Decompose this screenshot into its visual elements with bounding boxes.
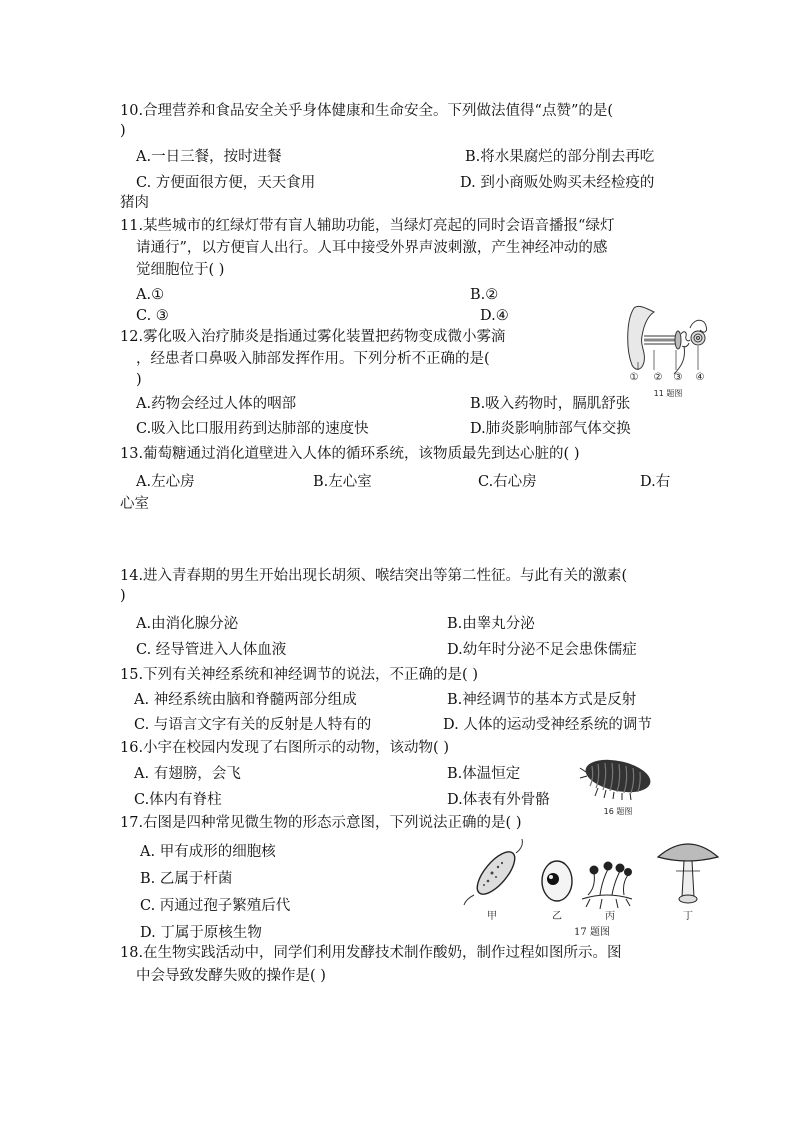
q12-stem-line3: ) <box>136 372 142 388</box>
microbe-label-bing: 丙 <box>605 911 615 922</box>
q11-option-d: D.④ <box>480 308 509 324</box>
q17-option-a: A. 甲有成形的细胞核 <box>140 844 276 860</box>
q11-option-c: C. ③ <box>136 308 169 324</box>
q11-option-b: B.② <box>470 287 499 303</box>
ear-figure-caption: 11 题图 <box>653 389 683 398</box>
ear-drawing <box>628 306 707 374</box>
q10-stem-line1: 10.合理营养和食品安全关乎身体健康和生命安全。下列做法值得“点赞”的是( <box>120 103 614 119</box>
q18-stem-line2: 中会导致发酵失败的操作是( ) <box>136 968 326 984</box>
microbe-label-jia: 甲 <box>487 911 497 922</box>
q12-option-d: D.肺炎影响肺部气体交换 <box>470 421 631 437</box>
pillbug-figure-caption: 16 题图 <box>603 807 633 816</box>
q10-option-a: A.一日三餐，按时进餐 <box>136 149 282 165</box>
q10-option-b: B.将水果腐烂的部分削去再吃 <box>465 149 655 165</box>
q13-option-c: C.右心房 <box>478 474 537 490</box>
q14-option-a: A.由消化腺分泌 <box>136 616 239 632</box>
q10-option-c: C. 方便面很方便，天天食用 <box>136 175 316 191</box>
q10-stem-line2: ) <box>120 123 126 139</box>
ear-label-4: ④ <box>695 372 705 383</box>
microbe-label-yi: 乙 <box>552 911 562 922</box>
q13-option-d-cont: 心室 <box>120 496 149 512</box>
q15-option-d: D. 人体的运动受神经系统的调节 <box>443 717 652 733</box>
q14-option-d: D.幼年时分泌不足会患侏儒症 <box>447 642 637 658</box>
q17-option-c: C. 丙通过孢子繁殖后代 <box>140 898 291 914</box>
microbe-yi-yeast <box>542 861 572 901</box>
q14-option-b: B.由睾丸分泌 <box>447 616 535 632</box>
q16-option-c: C.体内有脊柱 <box>134 792 222 808</box>
ear-figure <box>624 300 712 400</box>
q11-stem-line2: 请通行”，以方便盲人出行。人耳中接受外界声波刺激，产生神经冲动的感 <box>136 240 608 256</box>
pillbug-figure <box>578 748 658 818</box>
q13-option-a: A.左心房 <box>136 474 195 490</box>
q15-stem-line1: 15.下列有关神经系统和神经调节的说法，不正确的是( ) <box>120 667 478 683</box>
q11-stem-line1: 11.某些城市的红绿灯带有盲人辅助功能，当绿灯亮起的同时会语音播报“绿灯 <box>120 218 615 234</box>
q15-option-c: C. 与语言文字有关的反射是人特有的 <box>134 717 372 733</box>
ear-label-3: ③ <box>673 372 683 383</box>
q12-option-a: A.药物会经过人体的咽部 <box>136 396 297 412</box>
q11-stem-line3: 觉细胞位于( ) <box>136 262 225 278</box>
ear-label-1: ① <box>629 372 639 383</box>
q13-option-b: B.左心室 <box>313 474 372 490</box>
microbes-figure-caption: 17 题图 <box>574 927 610 938</box>
microbe-label-ding: 丁 <box>683 911 693 922</box>
q12-option-b: B.吸入药物时，膈肌舒张 <box>470 396 631 412</box>
microbes-figure <box>462 833 722 941</box>
q16-stem-line1: 16.小宇在校园内发现了右图所示的动物，该动物( ) <box>120 740 449 756</box>
q17-option-d: D. 丁属于原核生物 <box>140 925 262 941</box>
q14-option-c: C. 经导管进入人体血液 <box>136 642 287 658</box>
pillbug-drawing <box>580 754 653 800</box>
q15-option-b: B.神经调节的基本方式是反射 <box>447 692 637 708</box>
q15-option-a: A. 神经系统由脑和脊髓两部分组成 <box>134 692 357 708</box>
q10-option-d-cont: 猪肉 <box>120 195 149 211</box>
q16-option-a: A. 有翅膀，会飞 <box>134 766 241 782</box>
q14-stem-line1: 14.进入青春期的男生开始出现长胡须、喉结突出等第二性征。与此有关的激素( <box>120 568 628 584</box>
microbe-bing-mold <box>582 862 632 909</box>
q17-stem-line1: 17.右图是四种常见微生物的形态示意图，下列说法正确的是( ) <box>120 815 522 831</box>
q16-option-d: D.体表有外骨骼 <box>447 792 550 808</box>
ear-label-2: ② <box>653 372 663 383</box>
q12-stem-line2: ，经患者口鼻吸入肺部发挥作用。下列分析不正确的是( <box>136 351 490 367</box>
microbe-jia-bacterium <box>464 839 522 905</box>
q13-option-d: D.右 <box>640 474 671 490</box>
q16-option-b: B.体温恒定 <box>447 766 521 782</box>
q10-option-d: D. 到小商贩处购买未经检疫的 <box>460 175 655 191</box>
q11-option-a: A.① <box>136 287 165 303</box>
q17-option-b: B. 乙属于杆菌 <box>140 871 233 887</box>
q12-stem-line1: 12.雾化吸入治疗肺炎是指通过雾化装置把药物变成微小雾滴 <box>120 329 506 345</box>
q14-stem-line2: ) <box>120 588 126 604</box>
q13-stem-line1: 13.葡萄糖通过消化道壁进入人体的循环系统，该物质最先到达心脏的( ) <box>120 446 580 462</box>
microbe-ding-mushroom <box>658 844 718 903</box>
q12-option-c: C.吸入比口服用药到达肺部的速度快 <box>136 421 369 437</box>
q18-stem-line1: 18.在生物实践活动中，同学们利用发酵技术制作酸奶，制作过程如图所示。图 <box>120 945 622 961</box>
